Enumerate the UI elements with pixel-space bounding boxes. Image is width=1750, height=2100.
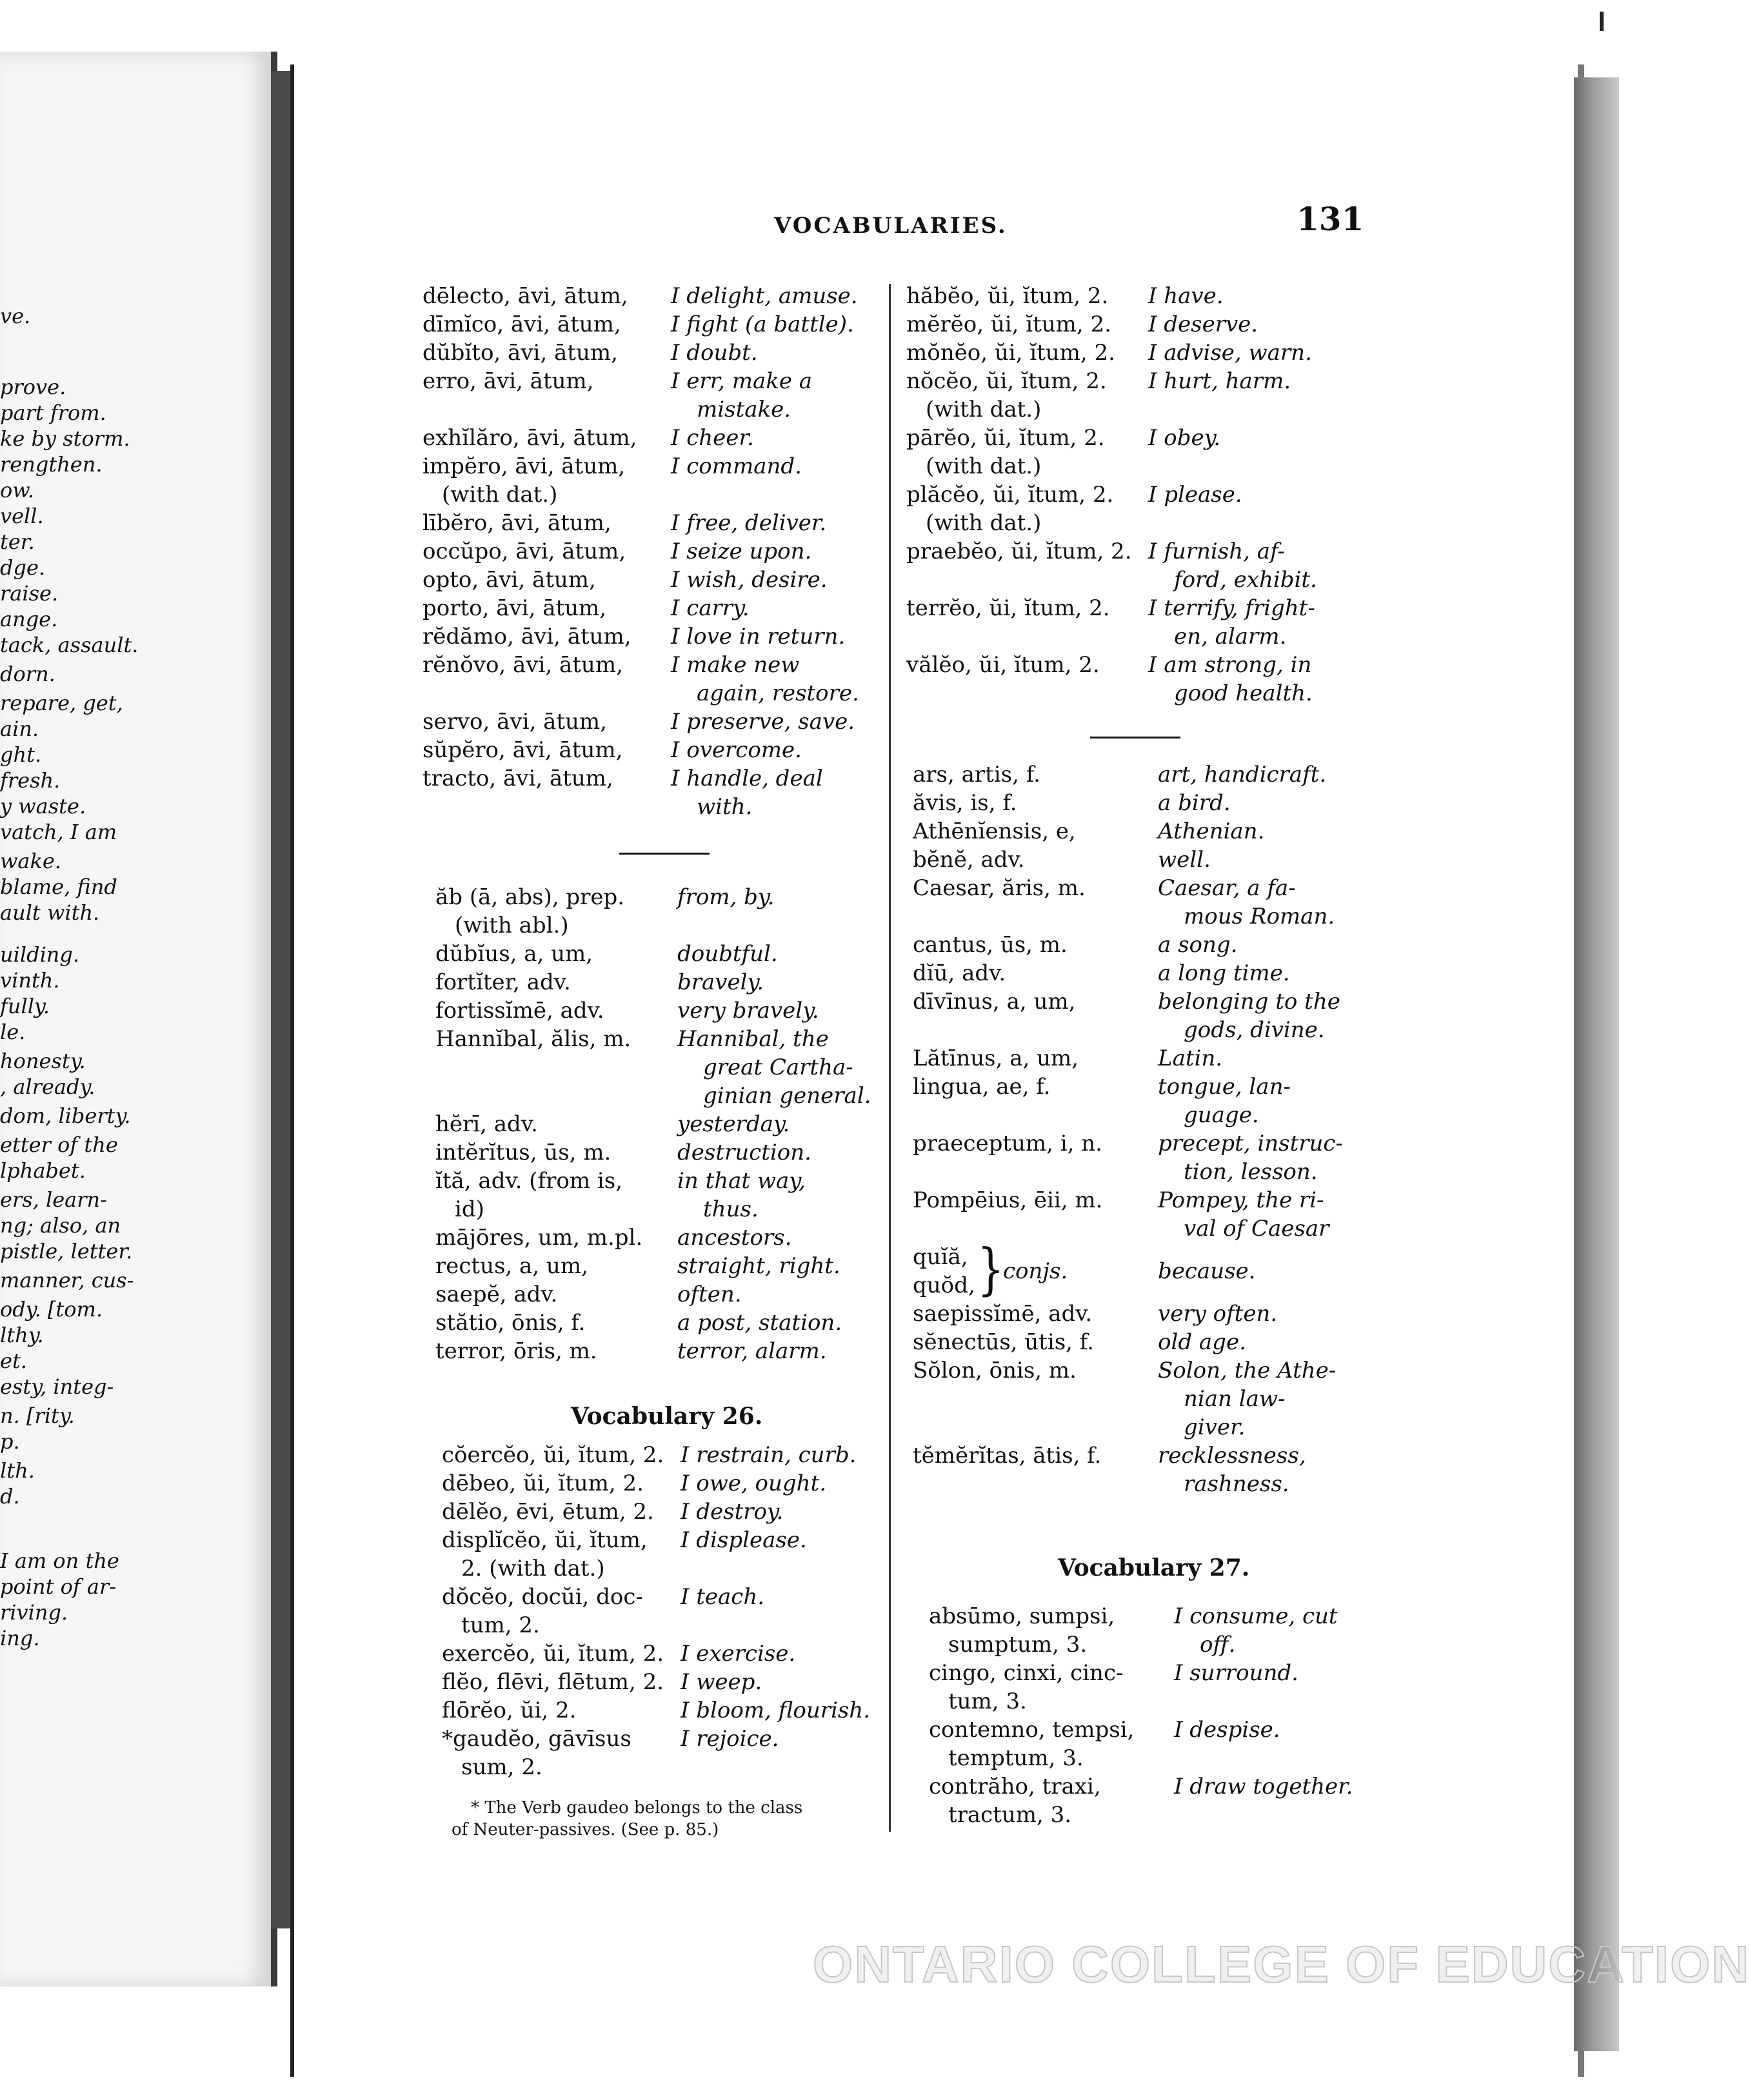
latin-term: mājōres, um, m.pl. — [435, 1225, 643, 1251]
english-gloss-continuation: giver. — [1184, 1414, 1246, 1440]
facing-page-fragment: fully. — [0, 994, 50, 1018]
facing-page-fragment: point of ar- — [0, 1574, 117, 1599]
english-gloss-continuation: good health. — [1174, 680, 1313, 706]
facing-page-fragment: ody. [tom. — [0, 1297, 103, 1322]
facing-page-fragment: I am on the — [0, 1549, 119, 1573]
english-gloss: ancestors. — [677, 1225, 792, 1251]
latin-term: flĕo, flēvi, flētum, 2. — [442, 1669, 664, 1695]
english-gloss: I restrain, curb. — [681, 1442, 857, 1468]
latin-term: servo, āvi, ātum, — [423, 709, 607, 735]
english-gloss: I command. — [671, 453, 802, 479]
english-gloss: art, handicraft. — [1158, 762, 1327, 788]
latin-term-continuation: 2. (with dat.) — [461, 1556, 605, 1581]
library-stamp: ONTARIO COLLEGE OF EDUCATION — [813, 1936, 1750, 1993]
book-gutter — [271, 71, 290, 1928]
latin-term-continuation: tum, 2. — [461, 1612, 540, 1638]
english-gloss-continuation: rashness. — [1184, 1471, 1289, 1497]
facing-page-fragment: ve. — [0, 304, 31, 328]
latin-term: ĭtă, adv. (from is, — [435, 1168, 622, 1194]
latin-term: opto, āvi, ātum, — [423, 567, 596, 593]
latin-term: dīvīnus, a, um, — [913, 989, 1076, 1015]
latin-term-continuation: sumptum, 3. — [948, 1632, 1088, 1658]
latin-term: rĕnŏvo, āvi, ātum, — [423, 652, 623, 678]
english-gloss: a song. — [1158, 932, 1238, 958]
latin-term: tracto, āvi, ātum, — [423, 766, 613, 791]
latin-term: lingua, ae, f. — [913, 1074, 1051, 1100]
english-gloss: a long time. — [1158, 960, 1290, 986]
english-gloss: I displease. — [681, 1527, 807, 1553]
latin-term: exercĕo, ŭi, ĭtum, 2. — [442, 1641, 664, 1667]
facing-page-fragment: vell. — [0, 504, 44, 528]
english-gloss-continuation: nian law- — [1184, 1386, 1286, 1412]
english-gloss: I delight, amuse. — [671, 283, 858, 309]
facing-page-fragment: n. [rity. — [0, 1403, 75, 1428]
facing-page-fragment: rengthen. — [0, 452, 103, 477]
facing-page-fragment: prove. — [0, 375, 66, 399]
english-gloss: because. — [1158, 1258, 1256, 1284]
english-gloss: I make new — [671, 652, 800, 678]
facing-page-fragment: ter. — [0, 530, 35, 554]
english-gloss: a post, station. — [677, 1310, 842, 1336]
facing-page-fragment: part from. — [0, 401, 106, 425]
latin-term: Hannĭbal, ălis, m. — [435, 1026, 631, 1052]
footnote-line-2: of Neuter-passives. (See p. 85.) — [452, 1820, 719, 1839]
english-gloss-continuation: gods, divine. — [1184, 1017, 1325, 1043]
english-gloss: I hurt, harm. — [1148, 368, 1291, 394]
latin-term-continuation: tractum, 3. — [948, 1802, 1072, 1828]
latin-term: displĭcĕo, ŭi, ĭtum, — [442, 1527, 648, 1553]
latin-term: fortissĭmē, adv. — [435, 998, 604, 1024]
facing-page-fragment: vatch, I am — [0, 820, 117, 844]
latin-term: praebĕo, ŭi, ĭtum, 2. — [906, 539, 1132, 564]
latin-term: lībĕro, āvi, ātum, — [423, 510, 612, 536]
facing-page-fragment: pistle, letter. — [0, 1239, 133, 1263]
latin-term-continuation: (with dat.) — [926, 397, 1042, 422]
english-gloss-continuation: off. — [1200, 1632, 1236, 1658]
latin-term: Lătīnus, a, um, — [913, 1045, 1079, 1071]
latin-term: fortĭter, adv. — [435, 969, 571, 995]
latin-term: dēlecto, āvi, ātum, — [423, 283, 628, 309]
latin-term: cŏercĕo, ŭi, ĭtum, 2. — [442, 1442, 664, 1468]
english-gloss: I furnish, af- — [1148, 539, 1285, 564]
english-gloss: I exercise. — [681, 1641, 796, 1667]
latin-term: Caesar, ăris, m. — [913, 875, 1086, 901]
english-gloss-continuation: val of Caesar — [1184, 1216, 1329, 1242]
facing-page-fragment: dge. — [0, 555, 46, 580]
english-gloss: I doubt. — [671, 340, 758, 366]
english-gloss: I teach. — [681, 1584, 765, 1610]
facing-page-fragment: p. — [0, 1429, 20, 1454]
english-gloss: I consume, cut — [1174, 1603, 1338, 1629]
part-of-speech: conjs. — [1003, 1258, 1068, 1284]
english-gloss: Pompey, the ri- — [1158, 1187, 1324, 1213]
english-gloss: I rejoice. — [681, 1726, 779, 1752]
english-gloss: I draw together. — [1174, 1774, 1353, 1799]
latin-term-continuation: (with dat.) — [442, 482, 558, 508]
latin-term: terrĕo, ŭi, ĭtum, 2. — [906, 595, 1110, 621]
english-gloss: I obey. — [1148, 425, 1221, 451]
latin-term-continuation: sum, 2. — [461, 1754, 542, 1780]
facing-page-fragment: raise. — [0, 581, 59, 606]
english-gloss: I am strong, in — [1148, 652, 1312, 678]
latin-term: porto, āvi, ātum, — [423, 595, 607, 621]
section-rule-right — [1090, 737, 1180, 738]
english-gloss: Latin. — [1158, 1045, 1223, 1071]
english-gloss: Caesar, a fa- — [1158, 875, 1296, 901]
latin-term: saepĕ, adv. — [435, 1282, 558, 1307]
latin-term: Sŏlon, ōnis, m. — [913, 1358, 1077, 1383]
english-gloss-continuation: great Cartha- — [703, 1055, 853, 1080]
english-gloss: destruction. — [677, 1140, 811, 1165]
latin-term: nŏcĕo, ŭi, ĭtum, 2. — [906, 368, 1107, 394]
facing-page-fragment: lphabet. — [0, 1158, 86, 1183]
latin-term: plăcĕo, ŭi, ĭtum, 2. — [906, 482, 1114, 508]
latin-term: contrăho, traxi, — [929, 1774, 1101, 1799]
english-gloss: very bravely. — [677, 998, 819, 1024]
latin-term: ăvis, is, f. — [913, 790, 1017, 816]
english-gloss: tongue, lan- — [1158, 1074, 1291, 1100]
latin-term: bĕnĕ, adv. — [913, 847, 1025, 873]
english-gloss: I deserve. — [1148, 312, 1258, 337]
latin-term: dŭbĭus, a, um, — [435, 941, 593, 967]
latin-term: rĕdămo, āvi, ātum, — [423, 624, 631, 649]
english-gloss: Hannibal, the — [677, 1026, 829, 1052]
english-gloss: I handle, deal — [671, 766, 823, 791]
english-gloss: I owe, ought. — [681, 1471, 827, 1496]
facing-page-fragment: fresh. — [0, 768, 61, 793]
latin-term: erro, āvi, ātum, — [423, 368, 594, 394]
english-gloss: well. — [1158, 847, 1211, 873]
latin-term: terror, ōris, m. — [435, 1338, 597, 1364]
facing-page-fragment: ng; also, an — [0, 1213, 121, 1238]
english-gloss-continuation: mous Roman. — [1184, 904, 1335, 929]
page-edges — [1574, 77, 1619, 2051]
english-gloss: I fight (a battle). — [671, 312, 854, 337]
english-gloss: I wish, desire. — [671, 567, 828, 593]
english-gloss: I love in return. — [671, 624, 846, 649]
latin-term-continuation: (with abl.) — [455, 913, 569, 938]
latin-term: absūmo, sumpsi, — [929, 1603, 1115, 1629]
facing-page-fragment: dom, liberty. — [0, 1104, 131, 1128]
english-gloss: I terrify, fright- — [1148, 595, 1315, 621]
facing-page-fragment: dorn. — [0, 662, 55, 686]
vocabulary-26-heading: Vocabulary 26. — [571, 1403, 763, 1430]
english-gloss: I please. — [1148, 482, 1242, 508]
latin-term: dēbeo, ŭi, ĭtum, 2. — [442, 1471, 644, 1496]
latin-term: dīmĭco, āvi, ātum, — [423, 312, 621, 337]
english-gloss: I carry. — [671, 595, 750, 621]
vocabulary-27-heading: Vocabulary 27. — [1058, 1554, 1250, 1581]
english-gloss: precept, instruc- — [1158, 1131, 1343, 1156]
english-gloss: recklessness, — [1158, 1443, 1306, 1469]
facing-page-fragment: etter of the — [0, 1133, 118, 1157]
english-gloss: in that way, — [677, 1168, 806, 1194]
latin-term: ăb (ā, abs), prep. — [435, 884, 625, 910]
latin-term-continuation: id) — [455, 1196, 484, 1222]
latin-term: quŏd, — [913, 1273, 975, 1298]
facing-page-fragment: ers, learn- — [0, 1187, 107, 1212]
facing-page-fragment: , already. — [0, 1075, 95, 1099]
english-gloss-continuation: again, restore. — [697, 680, 859, 706]
latin-term: dēlĕo, ēvi, ētum, 2. — [442, 1499, 654, 1525]
brace: } — [977, 1237, 1004, 1302]
latin-term: hăbĕo, ŭi, ĭtum, 2. — [906, 283, 1109, 309]
facing-page-fragment: d. — [0, 1484, 20, 1509]
page-number: 131 — [1297, 200, 1364, 238]
facing-page-fragment: ault with. — [0, 900, 100, 925]
facing-page-fragment: vinth. — [0, 968, 60, 993]
english-gloss-continuation: tion, lesson. — [1184, 1159, 1318, 1185]
running-head: VOCABULARIES. — [774, 213, 1008, 239]
latin-term: mĕrĕo, ŭi, ĭtum, 2. — [906, 312, 1111, 337]
facing-page-fragment: lth. — [0, 1458, 35, 1483]
latin-term: flōrĕo, ŭi, 2. — [442, 1698, 577, 1723]
facing-page-fragment: ain. — [0, 717, 39, 741]
column-rule — [889, 284, 891, 1832]
latin-term: mŏnĕo, ŭi, ĭtum, 2. — [906, 340, 1115, 366]
latin-term: dĭū, adv. — [913, 960, 1006, 986]
facing-page-fragment: ange. — [0, 607, 58, 631]
latin-term-continuation: temptum, 3. — [948, 1745, 1084, 1771]
english-gloss: I overcome. — [671, 737, 802, 763]
english-gloss: old age. — [1158, 1329, 1246, 1355]
english-gloss: often. — [677, 1282, 742, 1307]
english-gloss: I despise. — [1174, 1717, 1280, 1743]
english-gloss-continuation: thus. — [703, 1196, 759, 1222]
footnote-line-1: * The Verb gaudeo belongs to the class — [471, 1798, 803, 1818]
english-gloss: I advise, warn. — [1148, 340, 1312, 366]
facing-page-fragment: riving. — [0, 1600, 68, 1625]
latin-term: rectus, a, um, — [435, 1253, 588, 1279]
latin-term: saepissĭmē, adv. — [913, 1301, 1093, 1327]
latin-term: impĕro, āvi, ātum, — [423, 453, 626, 479]
facing-page-fragment: y waste. — [0, 794, 86, 818]
latin-term: Pompēius, ēii, m. — [913, 1187, 1103, 1213]
english-gloss: I bloom, flourish. — [681, 1698, 870, 1723]
latin-term: vălĕo, ŭi, ĭtum, 2. — [906, 652, 1100, 678]
facing-page-fragment: wake. — [0, 849, 61, 873]
latin-term: cingo, cinxi, cinc- — [929, 1660, 1124, 1686]
latin-term: stătio, ōnis, f. — [435, 1310, 586, 1336]
latin-term: exhĭlăro, āvi, ātum, — [423, 425, 637, 451]
facing-page-fragment: blame, find — [0, 875, 117, 899]
latin-term: pārĕo, ŭi, ĭtum, 2. — [906, 425, 1105, 451]
english-gloss: I seize upon. — [671, 539, 812, 564]
english-gloss: I surround. — [1174, 1660, 1298, 1686]
latin-term-continuation: tum, 3. — [948, 1689, 1027, 1714]
english-gloss: I weep. — [681, 1669, 762, 1695]
facing-page — [0, 52, 277, 1986]
latin-term: intĕrĭtus, ūs, m. — [435, 1140, 612, 1165]
english-gloss: I free, deliver. — [671, 510, 827, 536]
latin-term: sĕnectūs, ūtis, f. — [913, 1329, 1094, 1355]
facing-page-fragment: lthy. — [0, 1323, 44, 1347]
english-gloss-continuation: ginian general. — [703, 1083, 871, 1109]
english-gloss-continuation: mistake. — [697, 397, 791, 422]
english-gloss: I destroy. — [681, 1499, 784, 1525]
facing-page-fragment: ke by storm. — [0, 426, 130, 451]
latin-term: cantus, ūs, m. — [913, 932, 1068, 958]
english-gloss: I preserve, save. — [671, 709, 855, 735]
english-gloss: terror, alarm. — [677, 1338, 827, 1364]
english-gloss: yesterday. — [677, 1111, 790, 1137]
latin-term: dŭbĭto, āvi, ātum, — [423, 340, 618, 366]
english-gloss: Solon, the Athe- — [1158, 1358, 1337, 1383]
latin-term: quĭă, — [913, 1244, 968, 1270]
corner-mark — [1600, 12, 1604, 31]
english-gloss: I have. — [1148, 283, 1224, 309]
facing-page-fragment: uilding. — [0, 942, 80, 967]
english-gloss-continuation: en, alarm. — [1174, 624, 1287, 649]
latin-term-continuation: (with dat.) — [926, 510, 1042, 536]
english-gloss-continuation: with. — [697, 794, 753, 820]
facing-page-fragment: esty, integ- — [0, 1374, 114, 1399]
facing-page-fragment: ing. — [0, 1626, 40, 1650]
latin-term: *gaudĕo, gāvīsus — [442, 1726, 631, 1752]
latin-term: praeceptum, i, n. — [913, 1131, 1102, 1156]
english-gloss: a bird. — [1158, 790, 1231, 816]
latin-term: tĕmĕrĭtas, ātis, f. — [913, 1443, 1102, 1469]
latin-term: Athēnĭensis, e, — [913, 818, 1076, 844]
facing-page-fragment: repare, get, — [0, 691, 123, 715]
facing-page-fragment: honesty. — [0, 1049, 86, 1073]
section-rule-left — [619, 853, 710, 855]
latin-term: contemno, tempsi, — [929, 1717, 1135, 1743]
english-gloss: belonging to the — [1158, 989, 1340, 1015]
latin-term: sŭpĕro, āvi, ātum, — [423, 737, 623, 763]
english-gloss: bravely. — [677, 969, 764, 995]
facing-page-fragment: ght. — [0, 742, 42, 767]
facing-page-fragment: ow. — [0, 478, 35, 502]
latin-term-continuation: (with dat.) — [926, 453, 1042, 479]
facing-page-fragment: manner, cus- — [0, 1268, 134, 1293]
latin-term: ars, artis, f. — [913, 762, 1040, 788]
facing-page-fragment: et. — [0, 1349, 27, 1373]
english-gloss: from, by. — [677, 884, 775, 910]
latin-term: occŭpo, āvi, ātum, — [423, 539, 626, 564]
latin-term: hĕrī, adv. — [435, 1111, 538, 1137]
english-gloss: straight, right. — [677, 1253, 840, 1279]
english-gloss-continuation: ford, exhibit. — [1174, 567, 1317, 593]
english-gloss: doubtful. — [677, 941, 778, 967]
english-gloss: Athenian. — [1158, 818, 1265, 844]
english-gloss: I err, make a — [671, 368, 813, 394]
facing-page-fragment: le. — [0, 1020, 26, 1044]
facing-page-fragment: tack, assault. — [0, 633, 139, 657]
english-gloss-continuation: guage. — [1184, 1102, 1259, 1128]
english-gloss: very often. — [1158, 1301, 1278, 1327]
english-gloss: I cheer. — [671, 425, 754, 451]
latin-term: dŏcĕo, docŭi, doc- — [442, 1584, 643, 1610]
